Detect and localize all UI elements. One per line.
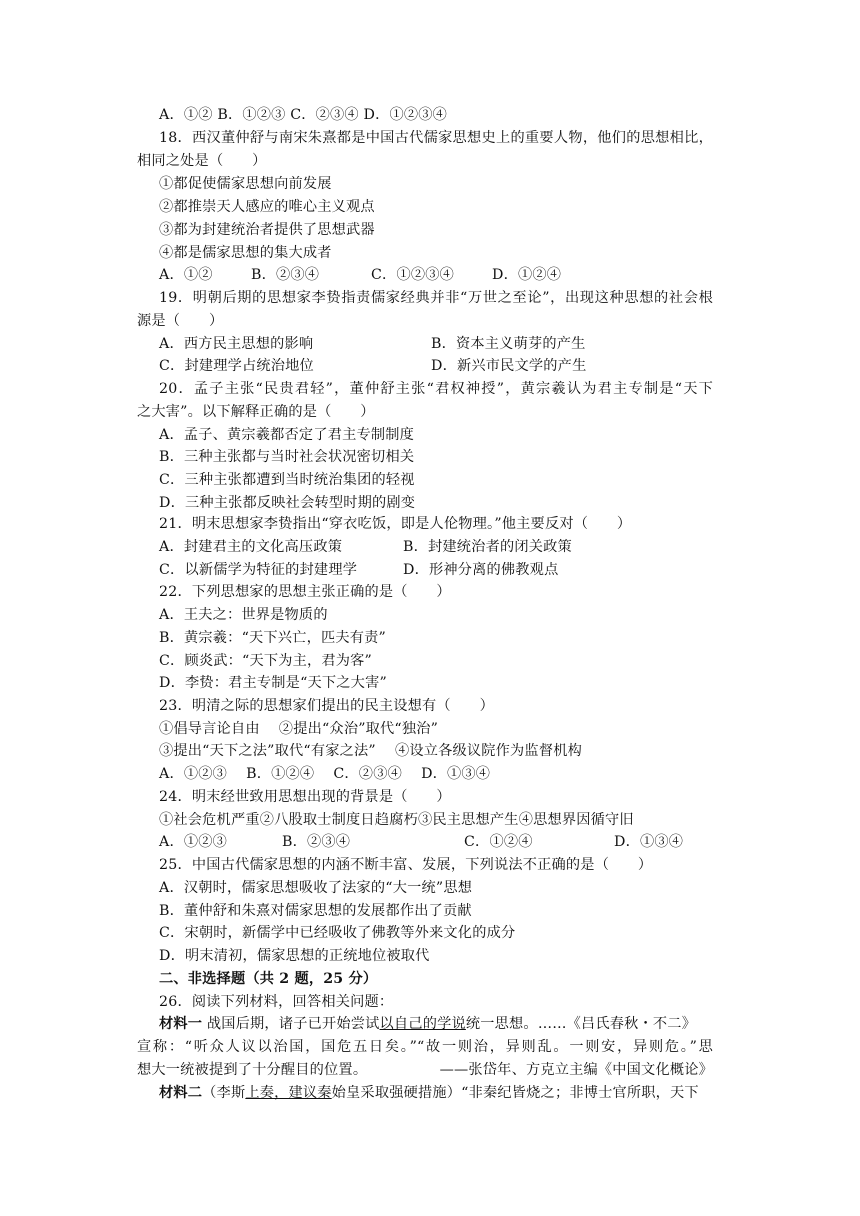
- q25-option-b[interactable]: B．董仲舒和朱熹对儒家思想的发展都作出了贡献: [159, 903, 472, 919]
- q19-option-c[interactable]: C．封建理学占统治地位: [159, 358, 314, 374]
- q24-options: [159, 831, 683, 853]
- q19-option-d[interactable]: D．新兴市民文学的产生: [431, 358, 587, 374]
- q19-option-a[interactable]: A．西方民主思想的影响: [159, 336, 314, 352]
- q25-option-d[interactable]: D．明末清初，儒家思想的正统地位被取代: [159, 948, 430, 964]
- q23-items-row1: ①倡导言论自由 ②提出“众治”取代“独治”: [159, 721, 439, 737]
- q24-option-a[interactable]: A．①②③: [159, 834, 227, 850]
- q23-items-row2: ③提出“天下之法”取代“有家之法” ④设立各级议院作为监督机构: [159, 743, 582, 759]
- q21-stem: 21．明末思想家李贽指出“穿衣吃饭，即是人伦物理。”他主要反对（ ）: [159, 516, 632, 532]
- q20-stem-cont: 之大害”。以下解释正确的是（ ）: [137, 404, 375, 420]
- q21-option-d[interactable]: D．形神分离的佛教观点: [403, 562, 559, 578]
- q18-item-2: ②都推崇天人感应的唯心主义观点: [159, 199, 375, 215]
- q18-item-1: ①都促使儒家思想向前发展: [159, 176, 332, 192]
- q18-options: [159, 264, 561, 286]
- q20-option-c[interactable]: C．三种主张都遭到当时统治集团的轻视: [159, 472, 415, 488]
- q23-options[interactable]: A．①②③ B．①②④ C．②③④ D．①③④: [159, 766, 491, 782]
- q24-stem: 24．明末经世致用思想出现的背景是（ ）: [159, 789, 451, 805]
- q19-stem-cont: 源是（ ）: [137, 313, 224, 329]
- q20-stem: 20．孟子主张“民贵君轻”，董仲舒主张“君权神授”，黄宗羲认为君主专制是“天下: [159, 381, 713, 397]
- q24-option-d[interactable]: D．①③④: [614, 834, 684, 850]
- q23-stem: 23．明清之际的思想家们提出的民主设想有（ ）: [159, 698, 494, 714]
- q21-options-row2: [159, 559, 558, 581]
- q21-options-row1: [159, 536, 572, 558]
- q22-option-b[interactable]: B．黄宗羲：“天下兴亡，匹夫有责”: [159, 630, 386, 646]
- q24-items: ①社会危机严重②八股取士制度日趋腐朽③民主思想产生④思想界因循守旧: [159, 812, 634, 828]
- q18-stem: 18．西汉董仲舒与南宋朱熹都是中国古代儒家思想史上的重要人物，他们的思想相比，: [159, 130, 713, 146]
- q18-item-3: ③都为封建统治者提供了思想武器: [159, 222, 375, 238]
- q18-option-b[interactable]: B．②③④: [251, 267, 320, 283]
- material1-source: ——张岱年、方克立主编《中国文化概论》: [439, 1062, 713, 1078]
- q22-stem: 22．下列思想家的思想主张正确的是（ ）: [159, 584, 451, 600]
- q26-material1-line1: 材料一 战国后期，诸子已开始尝试以自己的学说统一思想。……《吕氏春秋・不二》: [159, 1016, 697, 1032]
- q18-item-4: ④都是儒家思想的集大成者: [159, 245, 332, 261]
- section2-title: 二、非选择题（共 2 题，25 分）: [159, 971, 378, 987]
- q20-option-b[interactable]: B．三种主张都与当时社会状况密切相关: [159, 449, 415, 465]
- q18-option-a[interactable]: A．①②: [159, 267, 213, 283]
- q18-option-c[interactable]: C．①②③④: [371, 267, 454, 283]
- q20-option-d[interactable]: D．三种主张都反映社会转型时期的剧变: [159, 495, 416, 511]
- q21-option-b[interactable]: B．封建统治者的闭关政策: [403, 539, 572, 555]
- material2-label: 材料二: [159, 1085, 203, 1101]
- q24-option-b[interactable]: B．②③④: [282, 834, 351, 850]
- q26-material1-line3: 想大一统被提到了十分醒目的位置。 ——张岱年、方克立主编《中国文化概论》: [137, 1059, 713, 1081]
- q21-option-c[interactable]: C．以新儒学为特征的封建理学: [159, 562, 358, 578]
- q26-material1-line2: 宣称：“听众人议以治国，国危五日矣。”“故一则治，异则乱。一则安，异则危。”思: [137, 1039, 713, 1055]
- q19-options-row2: [159, 355, 586, 377]
- q19-stem: 19．明朝后期的思想家李贽指责儒家经典并非“万世之至论”，出现这种思想的社会根: [159, 290, 713, 306]
- q25-option-a[interactable]: A．汉朝时，儒家思想吸收了法家的“大一统”思想: [159, 880, 473, 896]
- q26-stem: 26．阅读下列材料，回答相关问题：: [159, 994, 394, 1010]
- q25-stem: 25．中国古代儒家思想的内涵不断丰富、发展，下列说法不正确的是（ ）: [159, 857, 653, 873]
- q18-stem-cont: 相同之处是（ ）: [137, 153, 267, 169]
- q19-option-b[interactable]: B．资本主义萌芽的产生: [431, 336, 586, 352]
- q22-option-d[interactable]: D．李贽：君主专制是“天下之大害”: [159, 675, 387, 691]
- q18-option-d[interactable]: D．①②④: [492, 267, 562, 283]
- q19-options-row1: [159, 333, 586, 355]
- q20-option-a[interactable]: A．孟子、黄宗羲都否定了君主专制制度: [159, 427, 415, 443]
- q21-option-a[interactable]: A．封建君主的文化高压政策: [159, 539, 343, 555]
- material1-label: 材料一: [159, 1016, 203, 1032]
- q22-option-c[interactable]: C．顾炎武：“天下为主，君为客”: [159, 653, 372, 669]
- q25-option-c[interactable]: C．宋朝时，新儒学中已经吸收了佛教等外来文化的成分: [159, 925, 516, 941]
- q24-option-c[interactable]: C．①②④: [464, 834, 533, 850]
- q26-material2-line1: 材料二（李斯上奏，建议秦始皇采取强硬措施）“非秦纪皆烧之；非博士官所职，天下: [159, 1085, 699, 1101]
- q22-option-a[interactable]: A．王夫之：世界是物质的: [159, 607, 328, 623]
- q17-options: A．①② B．①②③ C．②③④ D．①②③④: [159, 107, 448, 123]
